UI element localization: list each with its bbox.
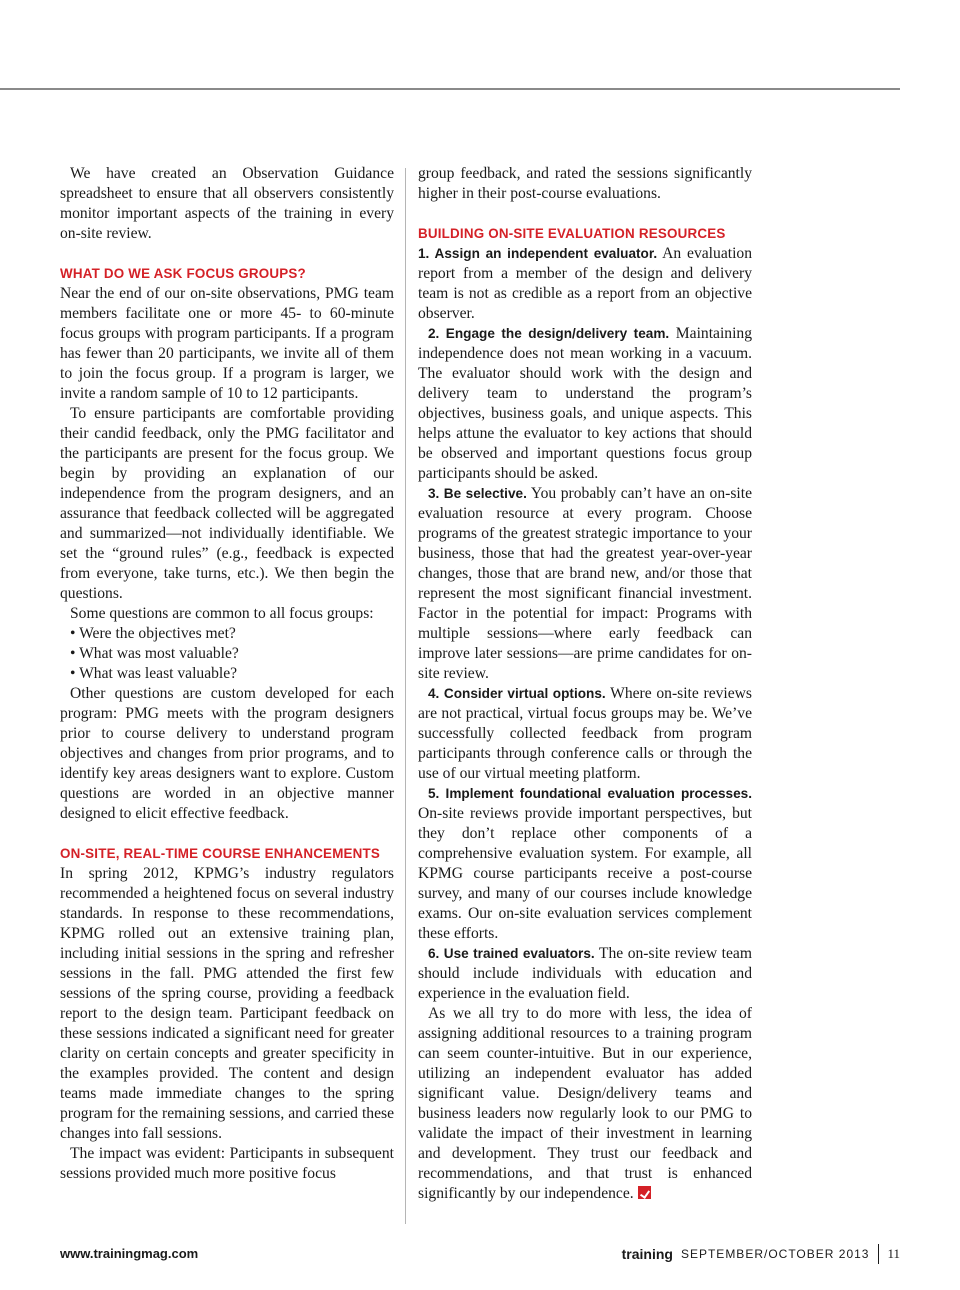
page-number: 11 (887, 1246, 900, 1261)
section-heading-enhancements: ON-SITE, REAL-TIME COURSE ENHANCEMENTS (60, 846, 381, 861)
resource-item (418, 784, 752, 944)
left-column (60, 164, 394, 1184)
resource-item-text: Maintaining independence does not mean working in a vacuum. The evaluator should work with the design and delivery team to understand the program’s objectives, business goals, and unique aspects. This helps attune the evaluator to key actions that should be observed and important questions focus group participants should be asked. (418, 325, 753, 482)
resource-item-lead: 4. Consider virtual options. (428, 686, 606, 701)
enhancements-paragraph-1: In spring 2012, KPMG’s industry regulators recommended a heightened focus on several industry standards. In response to these recommendations, KPMG rolled out an extensive training plan, including initial sessions in the spring and refresher sessions in the fall. PMG attended the first few sessions of the spring course, providing a feedback report to the design team. Participant feedback on these sessions indicated a significant need for greater clarity on certain concepts and greater specificity in the examples provided. The content and design teams made immediate changes to the spring program for the remaining sessions, and carried these changes into fall sessions. (60, 865, 394, 1142)
resource-item-lead: 3. Be selective. (428, 486, 527, 501)
enhancements-paragraph-2: The impact was evident: Participants in subsequent sessions provided much more positive focus (60, 1145, 394, 1182)
resource-item-lead: 5. Implement foundational evaluation processes. (428, 786, 752, 801)
resource-item (418, 944, 752, 1004)
focus-groups-paragraph-1: Near the end of our on-site observations, PMG team members facilitate one or more 45- to 60-minute focus groups with program participants. If a program has fewer than 20 participants, we invite all of them to join the focus group. If a program is larger, we invite a random sample of 10 to 12 participants. (60, 285, 394, 402)
resource-item-lead: 1. Assign an independent evaluator. (418, 246, 658, 261)
bullet-item: • What was most valuable? (70, 645, 239, 662)
column-divider (405, 168, 406, 1224)
section-heading-resources: BUILDING ON-SITE EVALUATION RESOURCES (418, 226, 726, 241)
resource-item-lead: 6. Use trained evaluators. (428, 946, 595, 961)
resource-item-text: An evaluation report from a member of the design and delivery team is not as credible as a report from an objective observer. (418, 245, 752, 322)
resource-item (418, 484, 752, 684)
resource-item (418, 244, 752, 324)
footer-issue: SEPTEMBER/OCTOBER 2013 (680, 1247, 870, 1261)
footer-brand: training (621, 1246, 673, 1262)
end-mark-icon (638, 1186, 651, 1199)
footer-separator (878, 1244, 879, 1264)
bullet-item: • Were the objectives met? (70, 625, 236, 642)
closing-paragraph (418, 1004, 752, 1204)
top-rule (0, 88, 900, 90)
closing-text: As we all try to do more with less, the idea of assigning additional resources to a training program can seem counter-intuitive. But in our experience, utilizing an independent evaluator has added significant value. Design/delivery teams and business leaders now regularly look to our PMG to validate the impact of their investment in learning and development. They trust our feedback and recommendations, and that trust is enhanced significantly by our independence. (418, 1005, 752, 1202)
footer-website[interactable]: www.trainingmag.com (60, 1246, 199, 1261)
resource-item-text: Where on-site reviews are not practical, virtual focus groups may be. We’ve successfully collected feedback from program participants through conference calls or through the use of our virtual meeting platform. (418, 685, 753, 782)
intro-paragraph: We have created an Observation Guidance spreadsheet to ensure that all observers consistently monitor important aspects of the training in every on-site review. (60, 165, 394, 242)
continuation-paragraph: group feedback, and rated the sessions significantly higher in their post-course evaluations. (418, 165, 752, 202)
focus-groups-paragraph-3: Some questions are common to all focus groups: (70, 605, 374, 622)
focus-groups-paragraph-4: Other questions are custom developed for each program: PMG meets with the program designers prior to course delivery to understand program objectives and changes from prior programs, and to identify key areas designers want to explore. Custom questions are worded in an objective manner designed to elicit effective feedback. (60, 685, 394, 822)
resource-item (418, 684, 752, 784)
resource-item-lead: 2. Engage the design/delivery team. (428, 326, 670, 341)
resource-item (418, 324, 752, 484)
focus-groups-paragraph-2: To ensure participants are comfortable providing their candid feedback, only the PMG facilitator and the participants are present for the focus group. We begin by providing an explanation of our independence from the program designers, and an assurance that feedback collected will be aggregated and summarized—not individually identifiable. We set the “ground rules” (e.g., feedback is expected from everyone, take turns, etc.). We then begin the questions. (60, 405, 394, 602)
resource-item-text: You probably can’t have an on-site evaluation resource at every program. Choose programs of the greatest strategic importance to your business, those that had the greatest year-over-year changes, those that are brand new, and/or those that represent the most significant financial investment. Factor in the potential for impact: Programs with multiple sessions—where early feedback can improve later sessions—are prime candidates for on-site review. (418, 485, 752, 682)
right-column (418, 164, 752, 1204)
section-heading-focus-groups: WHAT DO WE ASK FOCUS GROUPS? (60, 266, 306, 281)
bullet-item: • What was least valuable? (70, 665, 238, 682)
footer-folio (622, 1244, 900, 1264)
resource-item-text: The on-site review team should include individuals with education and experience in the evaluation field. (418, 945, 752, 1002)
resource-item-text: On-site reviews provide important perspectives, but they don’t replace other components of a comprehensive evaluation system. For example, all KPMG course participants receive a post-course survey, and many of our courses include knowledge exams. Our on-site evaluation services complement these efforts. (418, 805, 752, 942)
